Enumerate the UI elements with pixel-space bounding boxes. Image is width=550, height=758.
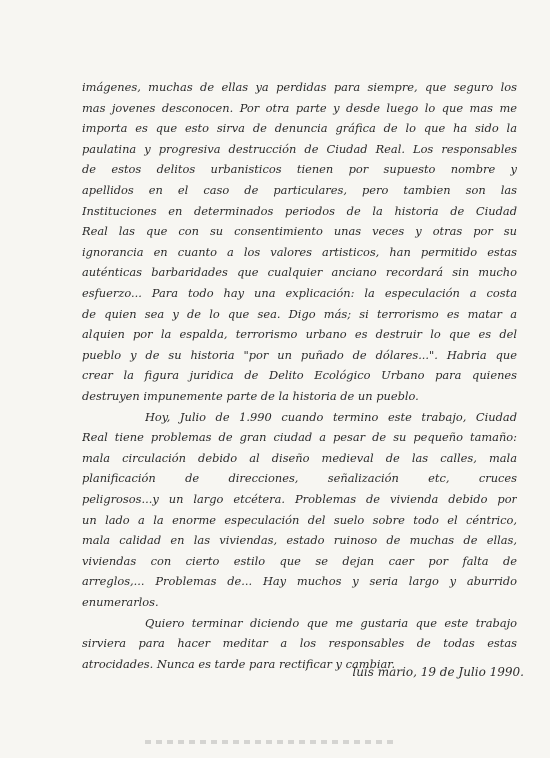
text-line: mala circulación debido al diseño medieval de las calles, mala [82, 450, 517, 465]
text-line: de quien sea y de lo que sea. Digo más; si terrorismo es matar a [82, 306, 517, 321]
text-line: apellidos en el caso de particulares, pero tambien son las [82, 183, 517, 197]
text-line: ignorancia en cuanto a los valores artisticos, han permitido estas [82, 244, 517, 259]
text-line: mala calidad en las viviendas, estado ruinoso de muchas de ellas, [82, 533, 517, 548]
text-line: auténticas barbaridades que cualquier anciano recordará sin mucho [82, 265, 517, 280]
text-line: Real las que con su consentimiento unas veces y otras por su [82, 224, 517, 239]
text-line: viviendas con cierto estilo que se dejan caer por falta de [82, 553, 517, 568]
text-line: paulatina y progresiva destrucción de Ciudad Real. Los responsables [82, 141, 517, 156]
text-line: Instituciones en determinados periodos de la historia de Ciudad [82, 203, 517, 218]
text-line: enumerarlos. [82, 595, 159, 609]
text-line: Real tiene problemas de gran ciudad a pesar de su pequeño tamaño: [82, 430, 517, 445]
text-line: imágenes, muchas de ellas ya perdidas para siempre, que seguro los [82, 80, 517, 94]
text-line: Quiero terminar diciendo que me gustaria que este trabajo [145, 615, 517, 630]
scan-smudge [145, 740, 395, 744]
text-line: alquien por la espalda, terrorismo urbano es destruir lo que es del [82, 327, 517, 342]
text-line: destruyen impunemente parte de la historia de un pueblo. [82, 389, 419, 403]
text-line: sirviera para hacer meditar a los responsables de todas estas [82, 636, 517, 651]
text-line: de estos delitos urbanisticos tienen por supuesto nombre y [82, 162, 517, 177]
text-line: esfuerzo... Para todo hay una explicación: la especulación a costa [82, 286, 517, 300]
text-line: un lado a la enorme especulación del suelo sobre todo el céntrico, [82, 512, 517, 527]
text-line: planificación de direcciones, señalización etc, cruces [82, 471, 517, 486]
text-line: pueblo y de su historia "por un puñado de dólares...". Habria que [82, 347, 517, 362]
signature-line: luis mario, 19 de Julio 1990. [352, 665, 524, 679]
text-line: importa es que esto sirva de denuncia gráfica de lo que ha sido la [82, 121, 517, 136]
text-line: atrocidades. Nunca es tarde para rectificar y cambiar. [82, 656, 396, 671]
text-line: crear la figura juridica de Delito Ecológico Urbano para quienes [82, 368, 517, 383]
text-line: arreglos,... Problemas de... Hay muchos y seria largo y aburrido [82, 574, 517, 589]
text-line: mas jovenes desconocen. Por otra parte y desde luego lo que mas me [82, 100, 517, 115]
text-line: peligrosos...y un largo etcétera. Problemas de vivienda debido por [82, 492, 517, 506]
text-line: Hoy, Julio de 1.990 cuando termino este trabajo, Ciudad [145, 409, 517, 424]
